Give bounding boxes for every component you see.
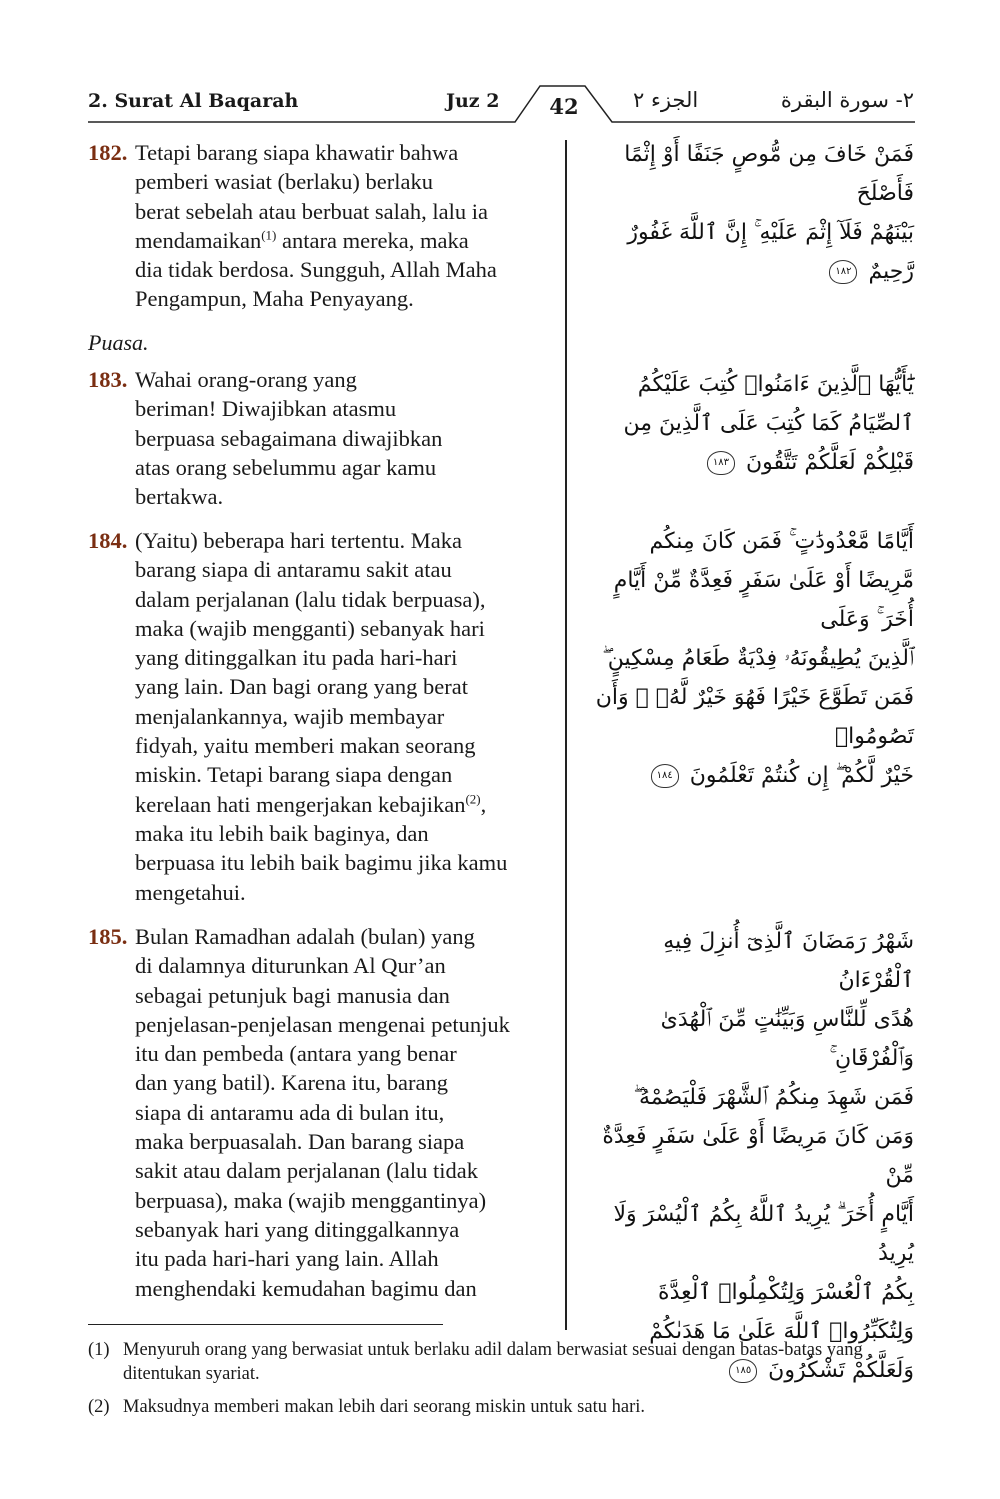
footnote-number: (2) [88,1397,110,1417]
verse-185-translation [88,922,560,1303]
verse-182-translation [88,138,560,314]
footnote-text: Maksudnya memberi makan lebih dari seorang miskin untuk satu hari. [123,1397,645,1417]
arabic-text: فَمَنْ خَافَ مِن مُّوصٍ جَنَفًا أَوْ إِثْمًا فَأَصْلَحَ بَيْنَهُمْ فَلَآ إِثْمَ عَلَيْهِ ۚ إِنَّ ٱللَّهَ غَفُورٌ رَّحِيمٌ [624,142,914,284]
juz-label-latin: Juz 2 [446,90,500,112]
verse-text: Tetapi barang siapa khawatir bahwa pemberi wasiat (berlaku) berlaku berat sebelah atau berbuat salah, lalu ia mendamaikan [135,140,488,253]
verse-text: (Yaitu) beberapa hari tertentu. Maka barang siapa di antaramu sakit atau dalam perjalanan (lalu tidak berpuasa), maka (wajib mengganti) sebanyak hari yang ditinggalkan itu pada hari-hari yang lain. Dan bagi orang yang berat menjalankannya, wajib membayar fidyah, yaitu memberi makan seorang miskin. Tetapi barang siapa dengan kerelaan hati mengerjakan kebajikan [135,528,486,817]
verse-185-arabic [584,922,914,1390]
footnote-rule [88,1324,443,1325]
ayah-end-marker: ١٨٢ [829,260,857,284]
ayah-end-marker: ١٨٤ [651,764,679,788]
footnote-1 [88,1338,918,1386]
footnote-number: (1) [88,1340,110,1360]
column-divider [565,140,567,1330]
page-number: 42 [549,94,579,119]
surah-title-latin: 2. Surat Al Baqarah [88,90,299,112]
verse-182-arabic [584,135,914,291]
header-rule [0,0,1000,140]
verse-184-arabic [584,522,914,795]
verse-number: 184. [88,528,128,553]
verse-text: Bulan Ramadhan adalah (bulan) yang di dalamnya diturunkan Al Qur’an sebagai petunjuk bagi manusia dan penjelasan-penjelasan mengenai petunjuk itu dan pembeda (antara yang benar dan yang batil). Karena itu, barang siapa di antaramu ada di bulan itu, maka berpuasalah. Dan barang siapa sakit atau dalam perjalanan (lalu tidak berpuasa), maka (wajib menggantinya) sebanyak hari yang ditinggalkannya itu pada hari-hari yang lain. Allah menghendaki kemudahan bagimu dan [135,924,510,1301]
arabic-text: شَهْرُ رَمَضَانَ ٱلَّذِىٓ أُنزِلَ فِيهِ ٱلْقُرْءَانُ هُدًى لِّلنَّاسِ وَبَيِّنَٰتٍ مِّنَ ٱلْهُدَىٰ وَٱلْفُرْقَانِ ۚ فَمَن شَهِدَ مِنكُمُ ٱلشَّهْرَ فَلْيَصُمْهُ ۖ وَمَن كَانَ مَرِيضًا أَوْ عَلَىٰ سَفَرٍ فَعِدَّةٌ مِّنْ أَيَّامٍ أُخَرَ ۗ يُرِيدُ ٱللَّهُ بِكُمُ ٱلْيُسْرَ وَلَا يُرِيدُ بِكُمُ ٱلْعُسْرَ وَلِتُكْمِلُوا۟ ٱلْعِدَّةَ وَلِتُكَبِّرُوا۟ ٱللَّهَ عَلَىٰ مَا هَدَىٰكُمْ وَلَعَلَّكُمْ تَشْكُرُونَ [602,929,914,1383]
ayah-end-marker: ١٨٣ [707,451,735,475]
surah-title-arabic: ٢- سورة البقرة [780,88,914,112]
verse-number: 183. [88,367,128,392]
verse-text: Wahai orang-orang yang beriman! Diwajibkan atasmu berpuasa sebagaimana diwajibkan atas orang sebelummu agar kamu bertakwa. [135,367,443,510]
section-title: Puasa. [88,330,149,355]
verse-text-cont: antara mereka, maka dia tidak berdosa. Sungguh, Allah Maha Pengampun, Maha Penyayang. [135,227,497,312]
footnote-text: Menyuruh orang yang berwasiat untuk berlaku adil dalam berwasiat sesuai dengan batas-batas yang ditentukan syariat. [123,1340,863,1384]
ayah-end-marker: ١٨٥ [729,1359,757,1383]
verse-183-arabic [584,365,914,482]
footnote-ref: (1) [261,227,277,243]
verse-number: 185. [88,924,128,949]
footnote-ref: (2) [465,791,481,807]
verse-number: 182. [88,140,128,165]
verse-183-translation [88,365,560,511]
footnote-2 [88,1395,918,1419]
arabic-text: يَٰٓأَيُّهَا ٱلَّذِينَ ءَامَنُوا۟ كُتِبَ عَلَيْكُمُ ٱلصِّيَامُ كَمَا كُتِبَ عَلَى ٱلَّذِينَ مِن قَبْلِكُمْ لَعَلَّكُمْ تَتَّقُونَ [623,372,914,475]
juz-label-arabic: الجزء ٢ [633,88,699,112]
arabic-text: أَيَّامًا مَّعْدُودَٰتٍ ۚ فَمَن كَانَ مِنكُم مَّرِيضًا أَوْ عَلَىٰ سَفَرٍ فَعِدَّةٌ مِّنْ أَيَّامٍ أُخَرَ ۚ وَعَلَى ٱلَّذِينَ يُطِيقُونَهُۥ فِدْيَةٌ طَعَامُ مِسْكِينٍ ۖ فَمَن تَطَوَّعَ خَيْرًا فَهُوَ خَيْرٌ لَّهُۥ ۚ وَأَن تَصُومُوا۟ خَيْرٌ لَّكُمْ ۖ إِن كُنتُمْ تَعْلَمُونَ [595,529,914,788]
verse-text-cont: , maka itu lebih baik baginya, dan berpuasa itu lebih baik bagimu jika kamu mengetahui. [135,791,508,905]
verse-184-translation [88,526,560,907]
